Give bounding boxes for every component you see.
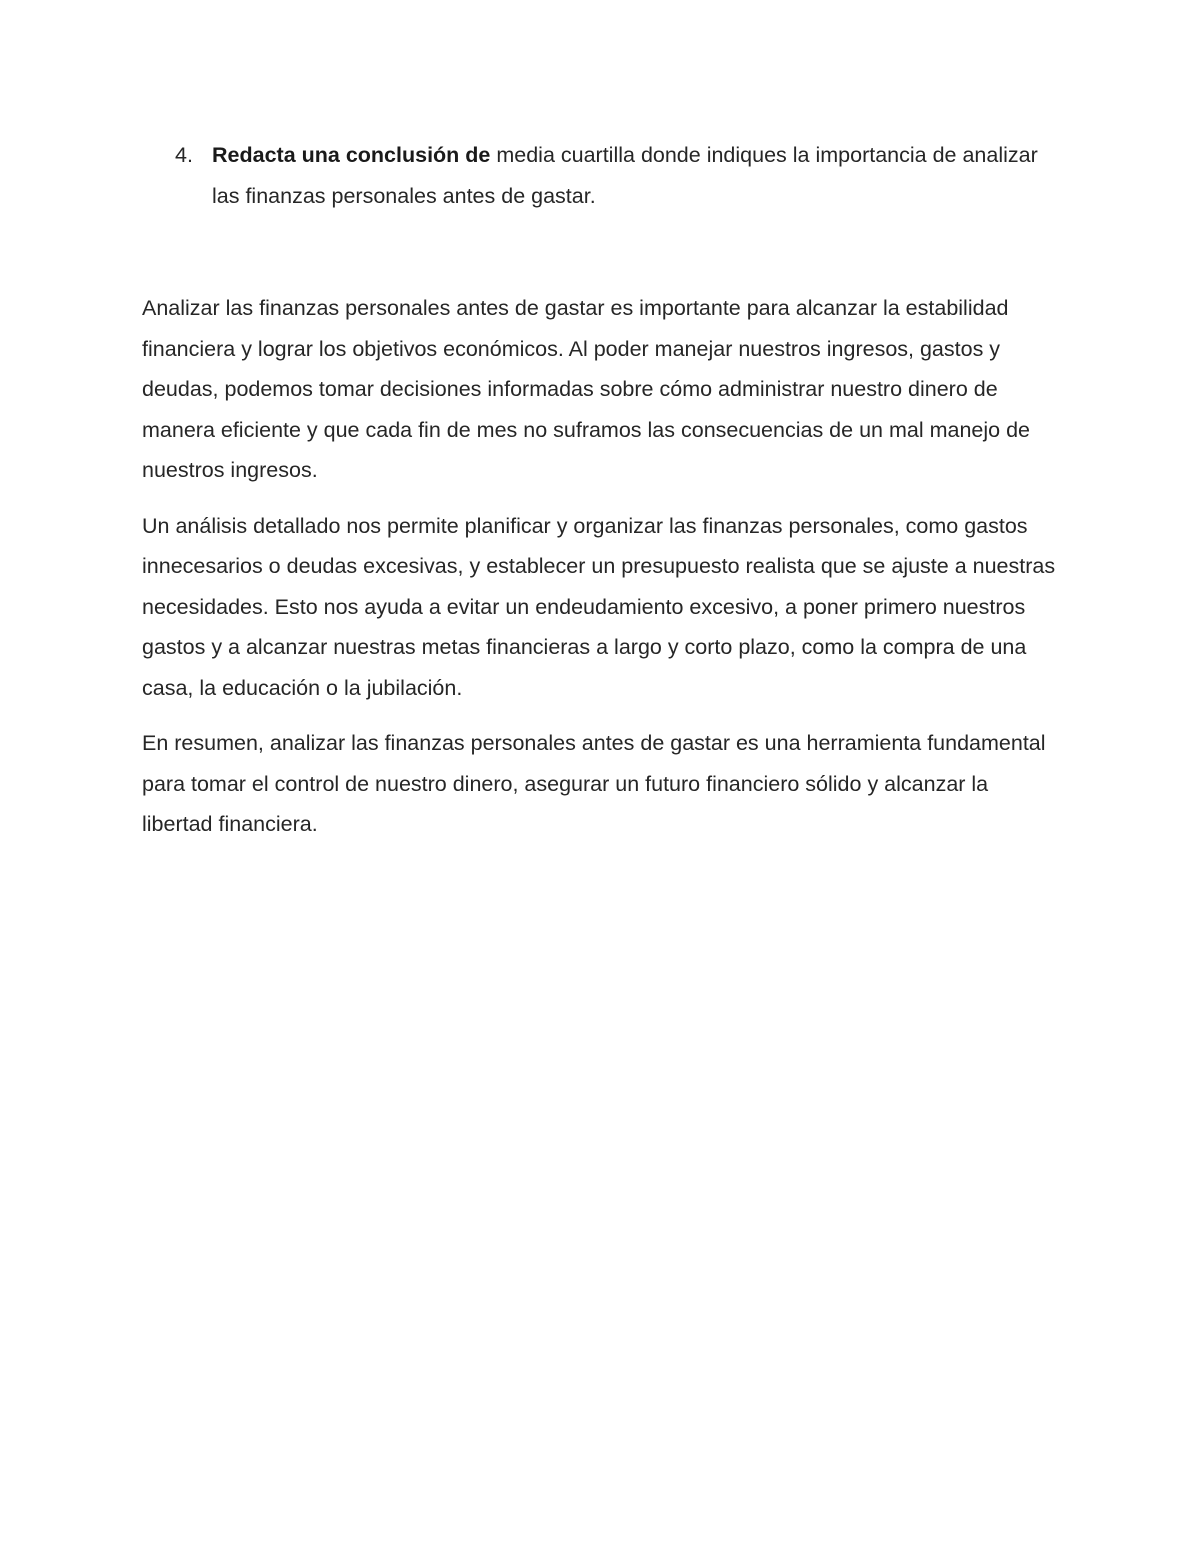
- question-item: [142, 135, 1062, 216]
- question-number: 4.: [175, 143, 193, 167]
- document-body: [142, 135, 1062, 860]
- section-spacer: [142, 216, 1062, 288]
- paragraph-2: Un análisis detallado nos permite planificar y organizar las finanzas personales, como gastos innecesarios o deudas excesivas, y establecer un presupuesto realista que se ajuste a nuestras necesidades. Esto nos ayuda a evitar un endeudamiento excesivo, a poner primero nuestros gastos y a alcanzar nuestras metas financieras a largo y corto plazo, como la compra de una casa, la educación o la jubilación.: [142, 513, 1056, 700]
- question-bold-text: Redacta una conclusión de: [212, 143, 491, 167]
- paragraph-1: Analizar las finanzas personales antes de gastar es importante para alcanzar la estabilidad financiera y lograr los objetivos económicos. Al poder manejar nuestros ingresos, gastos y deudas, podemos tomar decisiones informadas sobre cómo administrar nuestro dinero de manera eficiente y que cada fin de mes no suframos las consecuencias de un mal manejo de nuestros ingresos.: [142, 296, 1030, 482]
- question-text: [212, 135, 1062, 216]
- question-rest-text: media cuartilla donde indiques la importancia de analizar las finanzas personales antes de gastar.: [212, 143, 1038, 208]
- paragraph-3: En resumen, analizar las finanzas personales antes de gastar es una herramienta fundamental para tomar el control de nuestro dinero, asegurar un futuro financiero sólido y alcanzar la libertad financiera.: [142, 731, 1046, 836]
